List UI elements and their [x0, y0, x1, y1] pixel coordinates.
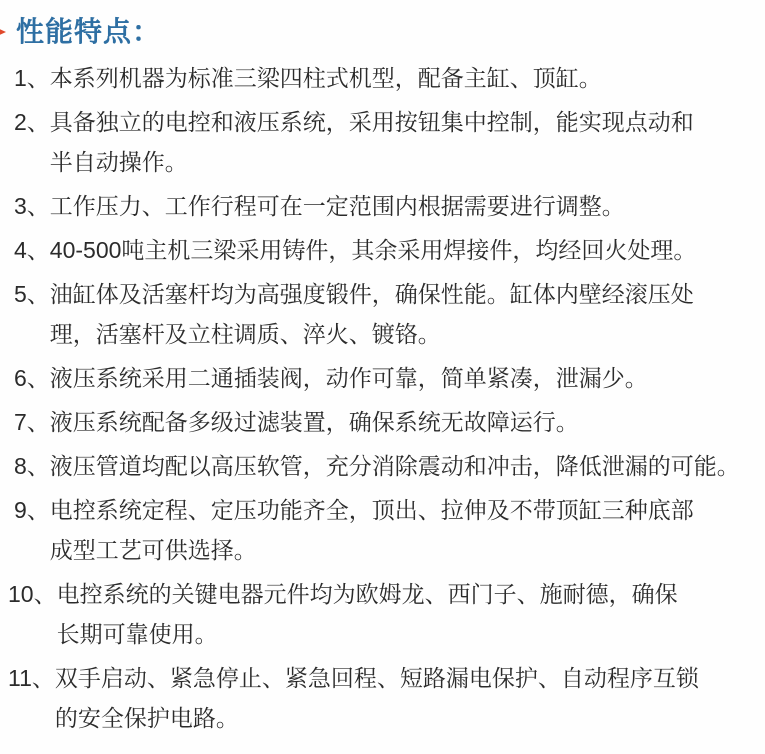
feature-item-4 [8, 230, 761, 270]
feature-text-line: 理，活塞杆及立柱调质、淬火、镀铬。 [49, 321, 441, 347]
feature-text [50, 102, 761, 182]
feature-number: 9、 [14, 497, 50, 523]
feature-text [50, 274, 761, 354]
feature-text [50, 402, 761, 442]
feature-text-line: 40-500吨主机三梁采用铸件，其余采用焊接件，均经回火处理。 [49, 237, 697, 263]
feature-text-line: 电控系统定程、定压功能齐全，顶出、拉伸及不带顶缸三种底部 [49, 497, 694, 523]
feature-item-9 [8, 490, 761, 570]
feature-text [50, 446, 761, 486]
feature-number: 3、 [14, 193, 50, 219]
feature-text-line: 成型工艺可供选择。 [49, 537, 257, 563]
feature-text-line: 液压系统配备多级过滤装置，确保系统无故障运行。 [49, 409, 579, 435]
feature-item-11 [8, 658, 761, 738]
feature-text [50, 358, 761, 398]
feature-text [50, 490, 761, 570]
section-title: 性能特点： [16, 16, 162, 47]
feature-item-6 [8, 358, 761, 398]
feature-text [50, 186, 761, 226]
feature-item-3 [8, 186, 761, 226]
feature-number: 8、 [14, 453, 50, 479]
feature-number: 1、 [14, 65, 50, 91]
feature-number: 5、 [14, 281, 50, 307]
feature-text-line: 双手启动、紧急停止、紧急回程、短路漏电保护、自动程序互锁 [54, 665, 699, 691]
feature-number: 2、 [14, 109, 50, 135]
feature-text-line: 工作压力、工作行程可在一定范围内根据需要进行调整。 [49, 193, 625, 219]
feature-number: 4、 [14, 237, 50, 263]
feature-item-5 [8, 274, 761, 354]
feature-item-7 [8, 402, 761, 442]
feature-text-line: 油缸体及活塞杆均为高强度锻件，确保性能。缸体内壁经滚压处 [49, 281, 694, 307]
document-page [0, 12, 765, 754]
feature-item-2 [8, 102, 761, 182]
feature-number: 10、 [8, 581, 57, 607]
feature-text-line: 长期可靠使用。 [56, 621, 218, 647]
feature-item-8 [8, 446, 761, 486]
feature-text [55, 658, 761, 738]
feature-text-line: 液压系统采用二通插装阀，动作可靠，简单紧凑，泄漏少。 [49, 365, 648, 391]
feature-text [57, 574, 761, 654]
feature-text [50, 58, 761, 98]
feature-number: 7、 [14, 409, 50, 435]
arrow-bullet-icon [0, 27, 6, 37]
feature-text [50, 230, 761, 270]
feature-text-line: 半自动操作。 [49, 149, 188, 175]
feature-text-line: 液压管道均配以高压软管，充分消除震动和冲击，降低泄漏的可能。 [49, 453, 740, 479]
section-header [0, 12, 765, 52]
feature-text-line: 电控系统的关键电器元件均为欧姆龙、西门子、施耐德，确保 [56, 581, 678, 607]
feature-text-line: 本系列机器为标准三梁四柱式机型，配备主缸、顶缸。 [49, 65, 602, 91]
feature-number: 6、 [14, 365, 50, 391]
feature-item-10 [8, 574, 761, 654]
features-list [0, 58, 765, 738]
feature-text-line: 的安全保护电路。 [54, 705, 239, 731]
feature-number: 11、 [8, 665, 55, 691]
feature-text-line: 具备独立的电控和液压系统，采用按钮集中控制，能实现点动和 [49, 109, 694, 135]
feature-item-1 [8, 58, 761, 98]
